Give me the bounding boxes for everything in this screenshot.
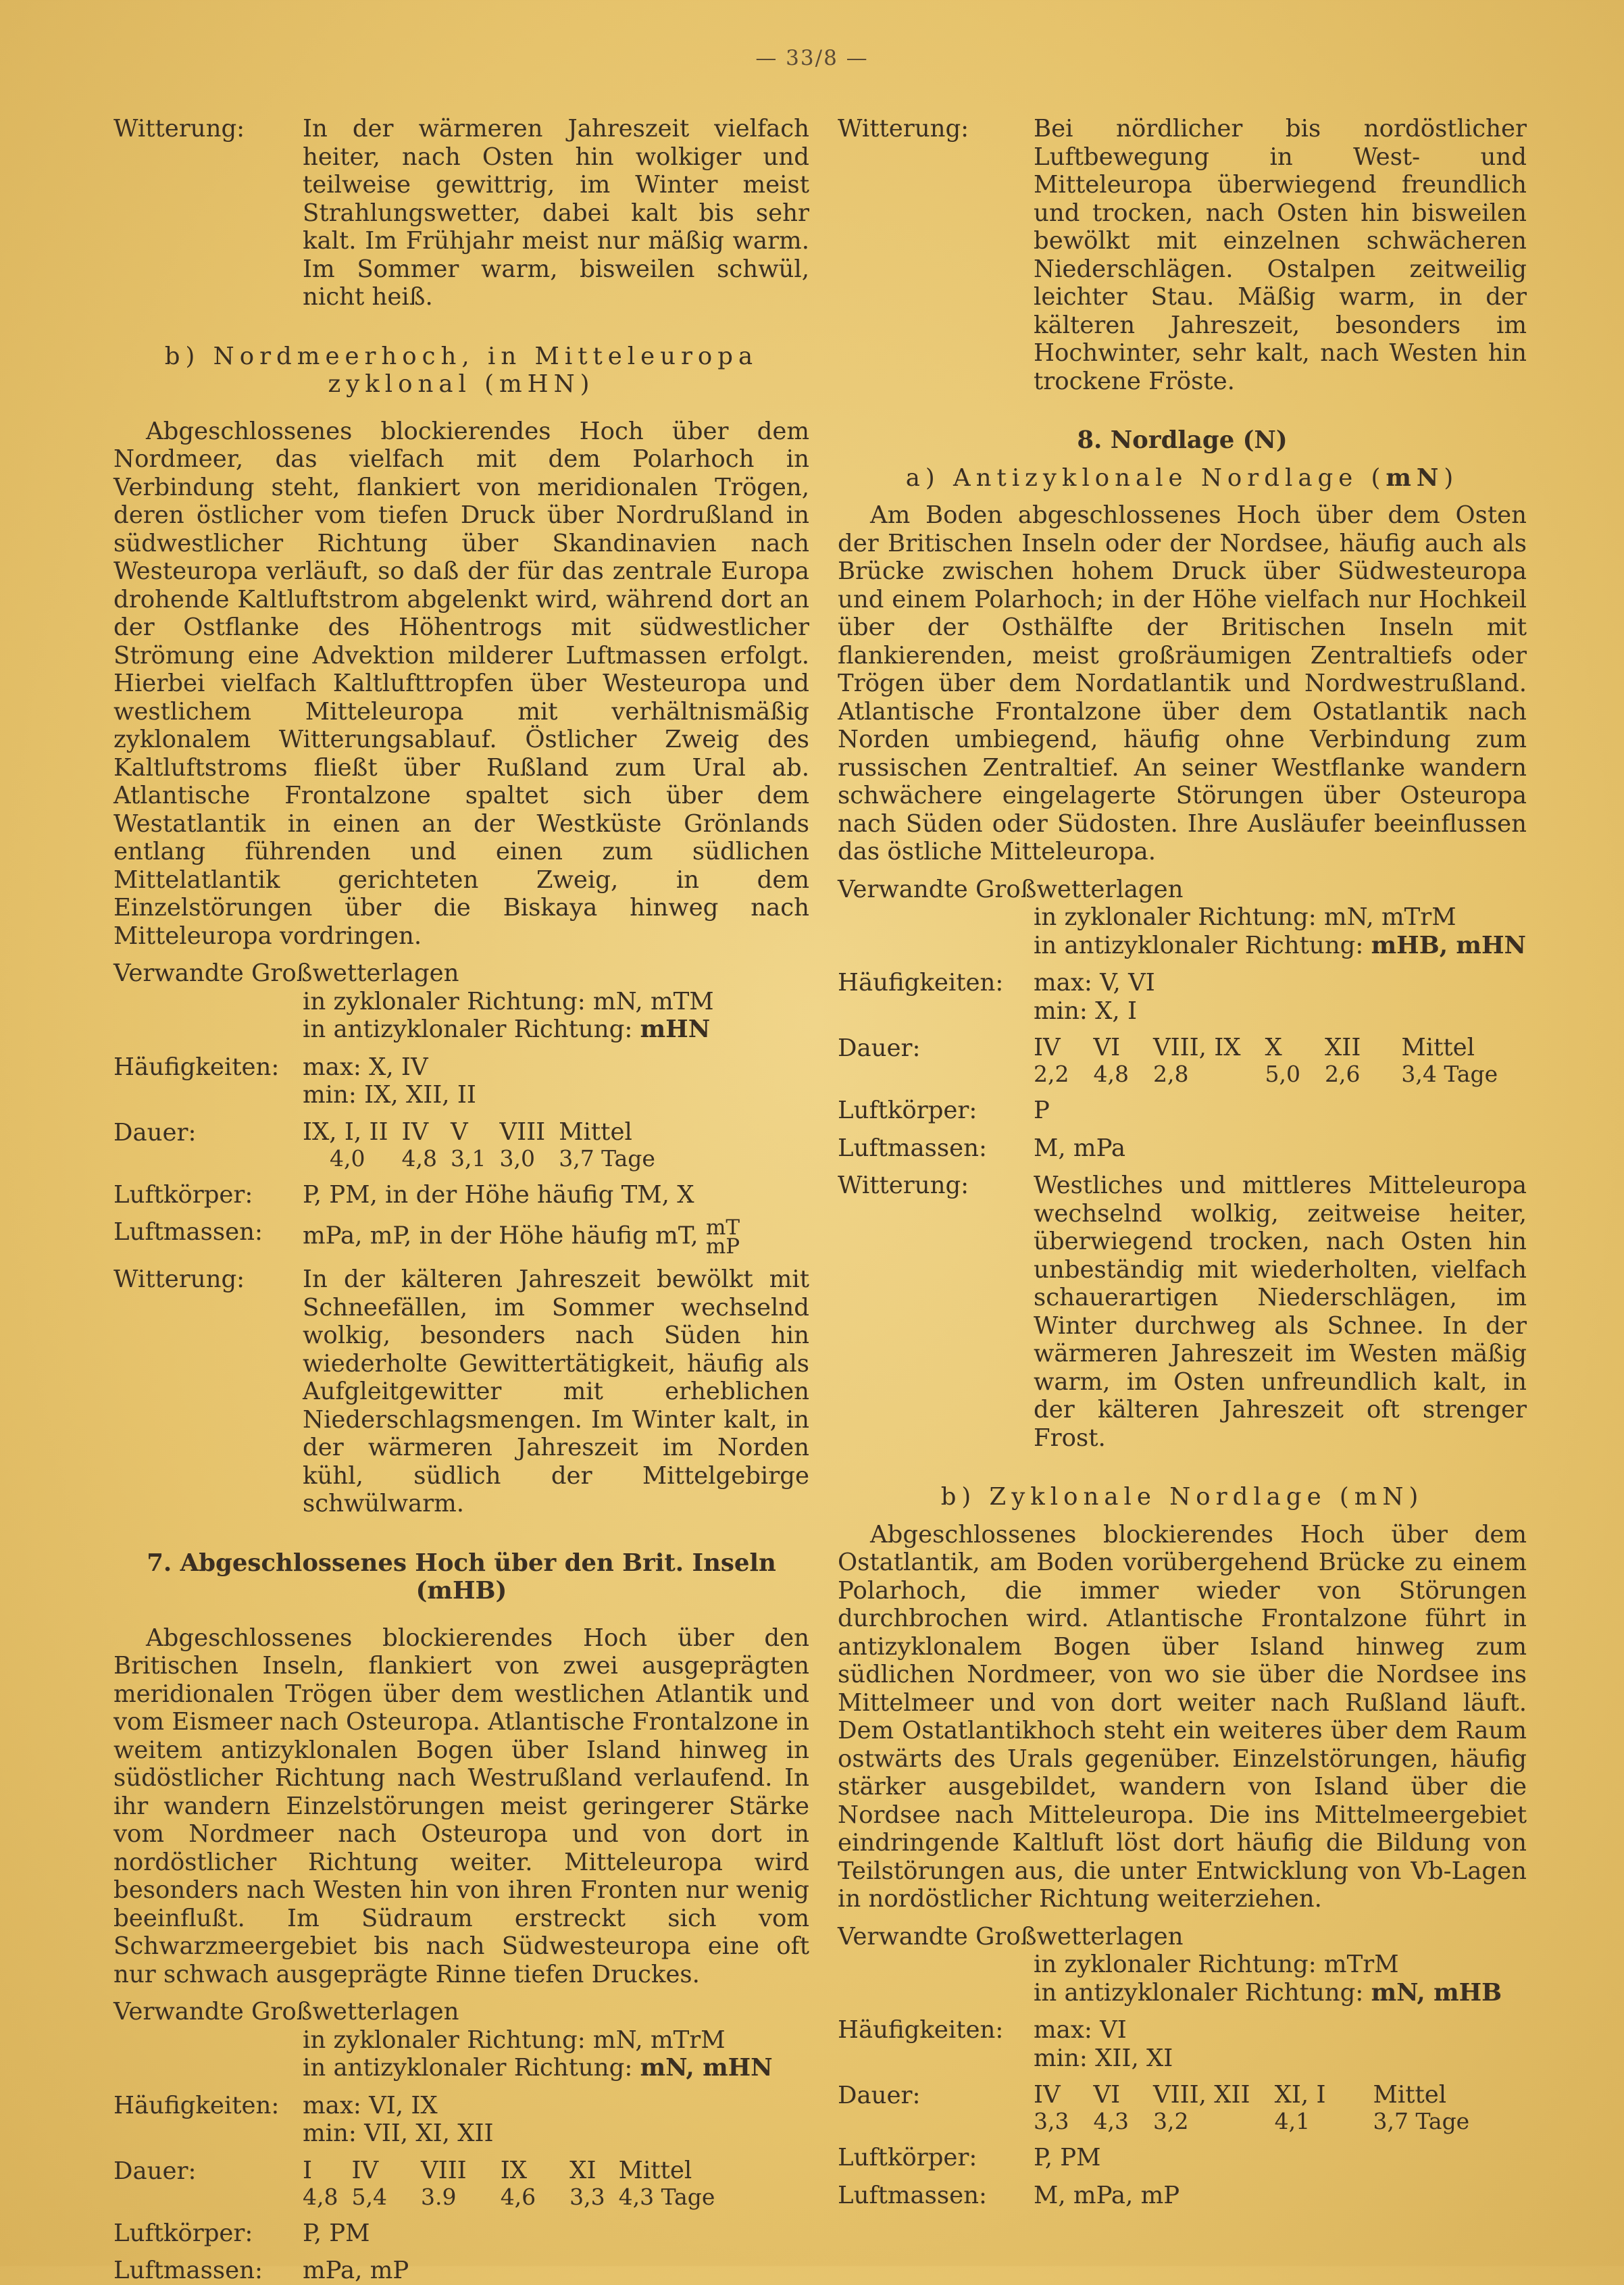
r-verwandte-antizyklonal: in antizyklonaler Richtung: mHB, mHN [1034,931,1526,959]
verwandte7-antizyklonal: in antizyklonaler Richtung: mN, mHN [303,2054,773,2082]
r-witterung2-text: Westliches und mittleres Mitteleuropa wechselnd wolkig, zeitweise heiter, überwiegend trocken, nach Osten hin unbeständig mit wiederholten, vielfach schauerartigen Niederschlägen, im Winter durchweg als Schnee. In der wärmeren Jahreszeit im Westen mäßig warm, im Osten unfreundlich kalt, in der kälteren Jahreszeit oft strenger Frost. [1034,1172,1527,1452]
r-haeufigkeiten-b-row [838,2016,1527,2072]
r-luftkoerper-value: P [1034,1097,1050,1124]
verwandte-block [113,959,809,1044]
r-luftkoerper-b-row [838,2144,1527,2172]
r-luftmassen-row [838,1134,1527,1163]
subheading-b-line1: b) Nordmeerhoch, in Mitteleuropa [164,342,759,370]
r-verwandte-b-label: Verwandte Großwetterlagen [838,1922,1184,1951]
r-luftmassen-label: Luftmassen: [838,1134,987,1162]
dauer-label: Dauer: [113,1118,197,1147]
r-luftkoerper-row [838,1097,1527,1125]
luftmassen-fraction: mT mP [705,1215,740,1259]
paragraph-antizyklonale-nordlage: Am Boden abgeschlossenes Hoch über dem Osten der Britischen Inseln oder der Nordsee, häufig auch als Brücke zwischen hohem Druck über Südwesteuropa und einem Polarhoch; in der Höhe vielfach nur Hochkeil über der Osthälfte der Britischen Inseln mit flankierenden, meist großräumigen Zentraltiefs oder Trögen über dem Nordatlantik und Nordwestrußland. Atlantische Frontalzone über dem Ostatlantik nach Norden umbiegend, häufig ohne Verbindung zum russischen Zentraltief. An seiner Westflanke wandern schwächere eingelagerte Störungen über Osteuropa nach Süden oder Südosten. Ihre Ausläufer beeinflussen das östliche Mitteleuropa. [838,501,1527,865]
dauer7-label: Dauer: [113,2157,197,2185]
luftkoerper-value: P, PM, in der Höhe häufig TM, X [303,1180,694,1209]
verwandte-antizyklonal: in antizyklonaler Richtung: mHN [303,1015,711,1043]
luftmassen7-label: Luftmassen: [113,2257,263,2284]
r-luftmassen-b-row [838,2182,1527,2210]
r-verwandte-block [838,876,1527,960]
witterung-label: Witterung: [113,115,245,143]
witterung2-text: In der kälteren Jahreszeit bewölkt mit Schneefällen, im Sommer wechselnd wolkig, besonders nach Süden hin wiederholte Gewittertätigkeit, häufig als Aufgleitgewitter mit erheblichen Niederschlagsmengen. Im Winter kalt, in der wärmeren Jahreszeit im Norden kühl, südlich der Mittelgebirge schwülwarm. [303,1265,809,1517]
witterung-row [113,115,809,311]
section-8-heading: 8. Nordlage (N) [1077,426,1288,454]
r-haeufigkeiten-max: max: V, VI [1034,969,1155,997]
r-haeufigkeiten-label: Häufigkeiten: [838,969,1004,997]
left-column [113,115,809,2285]
verwandte7-label: Verwandte Großwetterlagen [113,1998,459,2026]
r-witterung-text: Bei nördlicher bis nordöstlicher Luftbewegung in West- und Mitteleuropa überwiegend freundlich und trocken, nach Osten hin bisweilen bewölkt mit einzelnen schwächeren Niederschlägen. Ostalpen zeitweilig leichter Stau. Mäßig warm, in der kälteren Jahreszeit, besonders im Hochwinter, sehr kalt, nach Westen hin trockene Fröste. [1034,115,1527,395]
haeufigkeiten7-label: Häufigkeiten: [113,2091,280,2119]
page-number: — 33/8 — [755,46,869,70]
r-luftmassen-b-value: M, mPa, mP [1034,2181,1180,2209]
r-verwandte-b-zyklonal: in zyklonaler Richtung: mTrM [1034,1951,1399,1978]
verwandte-label: Verwandte Großwetterlagen [113,959,459,987]
dauer-row [113,1119,809,1172]
right-column [838,115,1527,2209]
r-witterung-label: Witterung: [838,115,969,143]
luftkoerper7-value: P, PM [303,2219,370,2247]
luftmassen-value: mPa, mP, in der Höhe häufig mT, [303,1222,699,1250]
dauer7-row [113,2157,809,2210]
paragraph-nordmeerhoch: Abgeschlossenes blockierendes Hoch über dem Nordmeer, das vielfach mit dem Polarhoch in Verbindung steht, flankiert von meridionalen Trögen, deren östlicher vom tiefen Druck über Nordrußland in südwestlicher Richtung über Skandinavien nach Westeuropa verläuft, so daß der für das zentrale Europa drohende Kaltluftstrom abgelenkt wird, während dort an der Ostflanke des Höhentrogs mit südwestlicher Strömung eine Advektion milderer Luftmassen erfolgt. Hierbei vielfach Kaltlufttropfen über Westeuropa und westlichem Mitteleuropa mit verhältnismäßig zyklonalem Witterungsablauf. Östlicher Zweig des Kaltluftstroms fließt über Rußland zum Ural ab. Atlantische Frontalzone spaltet sich über dem Westatlantik in einen an der Westküste Grönlands entlang führenden und einen zum südlichen Mittelatlantik gerichteten Zweig, in dem Einzelstörungen über die Biskaya hinweg nach Mitteleuropa vordringen. [113,417,809,950]
r-luftkoerper-b-value: P, PM [1034,2144,1101,2171]
verwandte7-block [113,1998,809,2082]
verwandte-zyklonal: in zyklonaler Richtung: mN, mTM [303,987,714,1015]
dauer7-table: I IV VIII IX XI Mittel 4,8 5,4 3.9 4,6 3,3 4,3 Tage [303,2156,715,2210]
haeufigkeiten7-row [113,2092,809,2148]
paragraph-zyklonale-nordlage: Abgeschlossenes blockierendes Hoch über dem Ostatlantik, am Boden vorübergehend Brücke zu einem Polarhoch, die immer wieder von Störungen durchbrochen wird. Atlantische Frontalzone führt in antizyklonalem Bogen über Island hinweg zum südlichen Nordmeer, von wo sie über die Nordsee ins Mittelmeer und von dort weiter nach Rußland läuft. Dem Ostatlantikhoch steht ein weiteres über dem Raum ostwärts des Urals gegenüber. Einzelstörungen, häufig stärker ausgebildet, wandern von Island über die Nordsee nach Mitteleuropa. Die ins Mittelmeergebiet eindringende Kaltluft löst dort häufig die Bildung von Teilstörungen aus, die unter Entwicklung von Vb-Lagen in nordöstlicher Richtung weiterziehen. [838,1520,1527,1913]
subheading-b-line2: zyklonal (mHN) [328,370,595,398]
luftmassen7-value: mPa, mP [303,2257,409,2284]
subheading-b-zyklonale: b) Zyklonale Nordlage (mN) [940,1483,1424,1511]
witterung2-row [113,1265,809,1518]
haeufigkeiten-row [113,1053,809,1109]
r-verwandte-zyklonal: in zyklonaler Richtung: mN, mTrM [1034,903,1456,931]
r-verwandte-b-block [838,1923,1527,2007]
luftkoerper-row [113,1181,809,1209]
verwandte7-zyklonal: in zyklonaler Richtung: mN, mTrM [303,2026,726,2054]
r-haeufigkeiten-row [838,969,1527,1025]
r-dauer-b-table: IV VI VIII, XII XI, I Mittel 3,3 4,3 3,2 4,1 3,7 Tage [1034,2081,1470,2134]
luftmassen-row [113,1215,809,1259]
r-witterung2-label: Witterung: [838,1172,969,1199]
r-haeufigkeiten-b-min: min: XII, XI [1034,2044,1173,2072]
r-dauer-b-label: Dauer: [838,2082,921,2109]
r-dauer-b-row [838,2082,1527,2134]
r-haeufigkeiten-b-max: max: VI [1034,2016,1127,2044]
r-verwandte-label: Verwandte Großwetterlagen [838,875,1184,903]
r-haeufigkeiten-min: min: X, I [1034,997,1137,1025]
luftkoerper-label: Luftkörper: [113,1180,253,1209]
haeufigkeiten7-max: max: VI, IX [303,2091,438,2119]
r-haeufigkeiten-b-label: Häufigkeiten: [838,2016,1004,2044]
witterung2-label: Witterung: [113,1265,245,1293]
r-luftmassen-value: M, mPa [1034,1134,1126,1162]
r-verwandte-b-antizyklonal: in antizyklonaler Richtung: mN, mHB [1034,1978,1502,2007]
haeufigkeiten-min: min: IX, XII, II [303,1081,476,1109]
dauer-table: IX, I, II IV V VIII Mittel 4,0 4,8 3,1 3,0 3,7 Tage [303,1118,655,1172]
haeufigkeiten7-min: min: VII, XI, XII [303,2119,494,2147]
r-luftkoerper-b-label: Luftkörper: [838,2144,978,2171]
luftmassen-label: Luftmassen: [113,1218,263,1246]
subheading-a: a) Antizyklonale Nordlage (mN) [905,463,1459,492]
haeufigkeiten-label: Häufigkeiten: [113,1053,280,1081]
luftkoerper7-label: Luftkörper: [113,2219,253,2247]
r-witterung-row [838,115,1527,395]
haeufigkeiten-max: max: X, IV [303,1053,428,1081]
luftkoerper7-row [113,2219,809,2248]
witterung-text: In der wärmeren Jahreszeit vielfach heiter, nach Osten hin wolkiger und teilweise gewittrig, im Winter meist Strahlungswetter, dabei kalt bis sehr kalt. Im Frühjahr meist nur mäßig warm. Im Sommer warm, bisweilen schwül, nicht heiß. [303,115,809,311]
r-luftmassen-b-label: Luftmassen: [838,2181,987,2209]
paragraph-section-7: Abgeschlossenes blockierendes Hoch über den Britischen Inseln, flankiert von zwei ausgeprägten meridionalen Trögen über dem westlichen Atlantik und vom Eismeer nach Osteuropa. Atlantische Frontalzone in weitem antizyklonalen Bogen über Island hinweg in südöstlicher Richtung nach Westrußland verlaufend. In ihr wandern Einzelstörungen meist geringerer Stärke vom Nordmeer nach Osteuropa und von dort in nordöstlicher Richtung weiter. Mitteleuropa wird besonders nach Westen hin von ihren Fronten nur wenig beeinflußt. Im Südraum erstreckt sich vom Schwarzmeergebiet bis nach Südwesteuropa eine oft nur schwach ausgeprägte Rinne tiefen Druckes. [113,1624,809,1988]
r-dauer-row [838,1034,1527,1087]
r-dauer-label: Dauer: [838,1034,921,1062]
section-7-heading: 7. Abgeschlossenes Hoch über den Brit. Inseln (mHB) [147,1549,776,1605]
r-dauer-table: IV VI VIII, IX X XII Mittel 2,2 4,8 2,8 5,0 2,6 3,4 Tage [1034,1034,1498,1087]
luftmassen7-row [113,2257,809,2285]
r-luftkoerper-label: Luftkörper: [838,1097,978,1124]
r-witterung2-row [838,1172,1527,1452]
